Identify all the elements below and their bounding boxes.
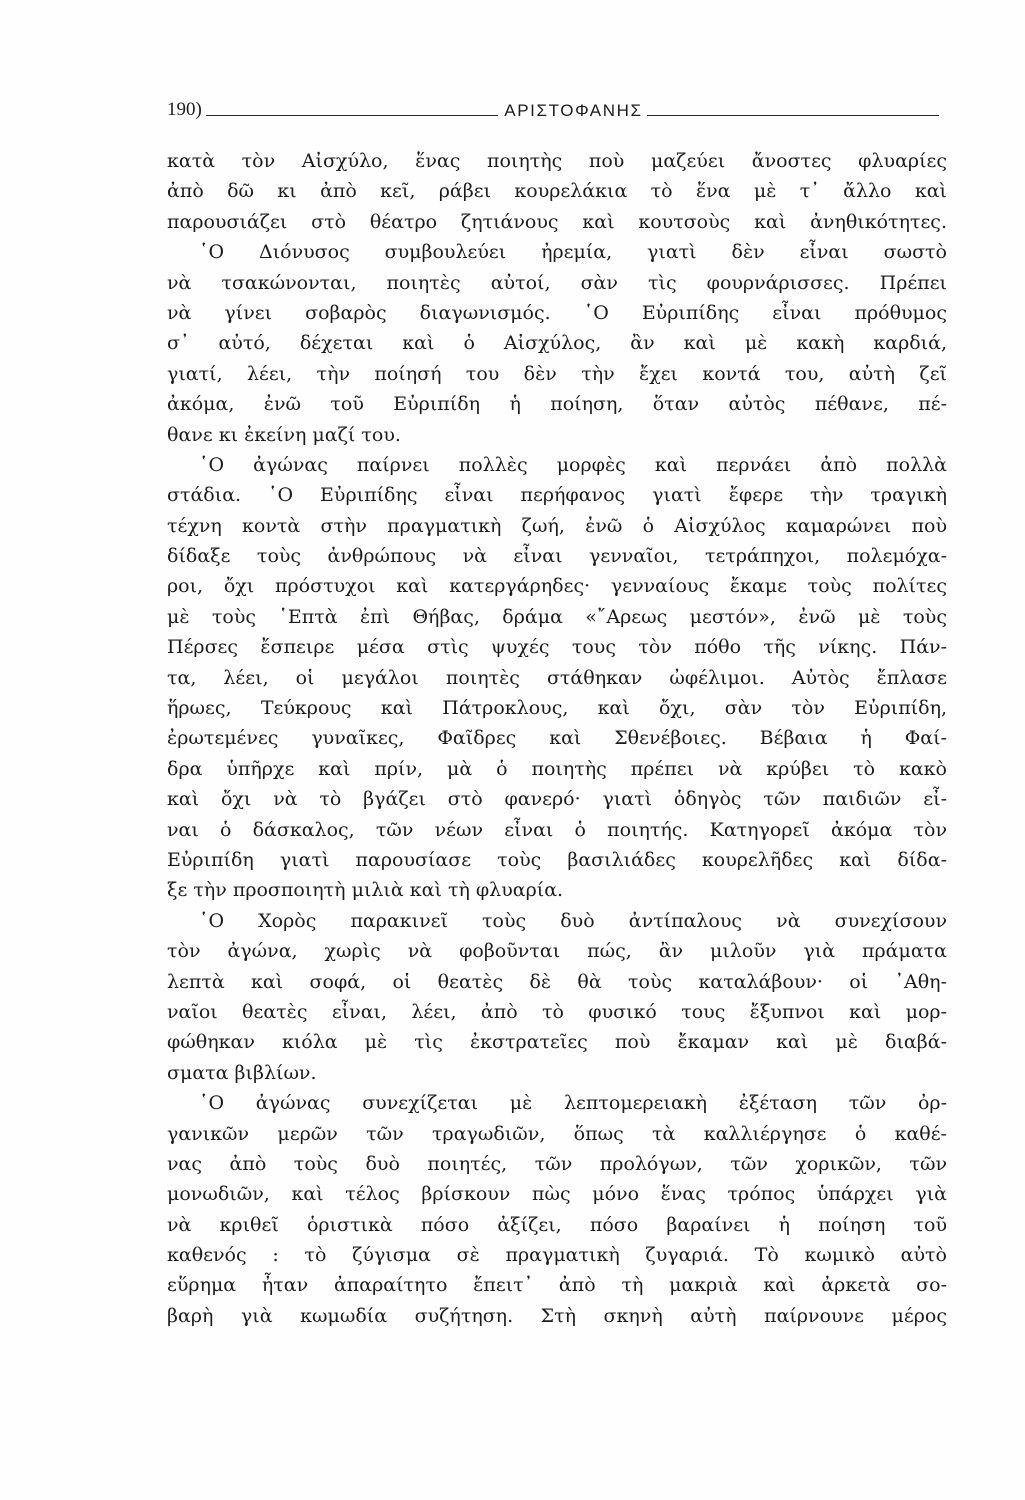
text-line: τέχνη κοντὰ στὴν πραγματικὴ ζωή, ἐνῶ ὁ Αἰσχύλος καμαρώνει ποὺ [167,514,947,537]
text-line: ἐρωτεμένες γυναῖκες, Φαῖδρες καὶ Σθενέβοιες. Βέβαια ἡ Φαί- [167,727,947,750]
text-line: σματα βιβλίων. [167,1061,317,1084]
text-line: Πέρσες ἔσπειρε μέσα στὶς ψυχές τους τὸν πόθο τῆς νίκης. Πάν- [167,636,947,659]
text-line: δίδαξε τοὺς ἀνθρώπους νὰ εἶναι γενναῖοι, τετράπηχοι, πολεμόχα- [167,545,947,568]
text-line: ροι, ὄχι πρόστυχοι καὶ κατεργάρηδες· γενναίους ἔκαμε τοὺς πολίτες [167,575,947,598]
text-line: θανε κι ἐκείνη μαζί του. [167,423,401,446]
text-line: μονωδιῶν, καὶ τέλος βρίσκουν πὼς μόνο ἕνας τρόπος ὑπάρχει γιὰ [167,1183,947,1206]
text-line: μὲ τοὺς ῾Επτὰ ἐπὶ Θήβας, δράμα «῎Αρεως μεστόν», ἐνῶ μὲ τοὺς [167,605,947,628]
text-line: καθενός : τὸ ζύγισμα σὲ πραγματικὴ ζυγαριά. Τὸ κωμικὸ αὐτὸ [167,1244,947,1267]
page-number: 190) [167,99,202,120]
text-line: γανικῶν μερῶν τῶν τραγωδιῶν, ὅπως τὰ καλλιέργησε ὁ καθέ- [167,1122,947,1145]
text-line: νὰ κριθεῖ ὁριστικὰ πόσο ἀξίζει, πόσο βαραίνει ἡ ποίηση τοῦ [167,1213,947,1236]
text-line: σ᾿ αὐτό, δέχεται καὶ ὁ Αἰσχύλος, ἂν καὶ μὲ κακὴ καρδιά, [167,332,947,355]
text-line: Εὐριπίδη γιατὶ παρουσίασε τοὺς βασιλιάδες κουρελῆδες καὶ δίδα- [167,848,947,871]
text-line: δρα ὑπῆρχε καὶ πρίν, μὰ ὁ ποιητὴς πρέπει νὰ κρύβει τὸ κακὸ [167,757,947,780]
text-line: στάδια. ῾Ο Εὐριπίδης εἶναι περήφανος γιατὶ ἔφερε τὴν τραγικὴ [167,484,947,507]
text-line: κατὰ τὸν Αἰσχύλο, ἕνας ποιητὴς ποὺ μαζεύει ἄνοστες φλυαρίες [167,150,947,172]
text-line: νας ἀπὸ τοὺς δυὸ ποιητές, τῶν προλόγων, τῶν χορικῶν, τῶν [167,1152,947,1175]
text-line: ῾Ο ἀγώνας συνεχίζεται μὲ λεπτομερειακὴ ἐξέταση τῶν ὀρ- [199,1092,947,1115]
body-text [167,146,947,1331]
text-line: ναι ὁ δάσκαλος, τῶν νέων εἶναι ὁ ποιητής. Κατηγορεῖ ἀκόμα τὸν [167,818,947,841]
text-line: ἀπὸ δῶ κι ἀπὸ κεῖ, ράβει κουρελάκια τὸ ἕνα μὲ τ᾿ ἄλλο καὶ [167,180,947,203]
text-line: βαρὴ γιὰ κωμωδία συζήτηση. Στὴ σκηνὴ αὐτὴ παίρνουνε μέρος [167,1304,947,1327]
text-line: εὕρημα ἦταν ἀπαραίτητο ἔπειτ᾿ ἀπὸ τὴ μακριὰ καὶ ἀρκετὰ σο- [167,1274,947,1297]
text-line: ἥρωες, Τεύκρους καὶ Πάτροκλους, καὶ ὄχι, σὰν τὸν Εὐριπίδη, [167,697,947,720]
text-line: παρουσιάζει στὸ θέατρο ζητιάνους καὶ κουτσοὺς καὶ ἀνηθικότητες. [167,210,947,233]
text-line: ναῖοι θεατὲς εἶναι, λέει, ἀπὸ τὸ φυσικό τους ἔξυπνοι καὶ μορ- [167,1000,947,1023]
text-line: τα, λέει, οἱ μεγάλοι ποιητὲς στάθηκαν ὠφέλιμοι. Αὐτὸς ἔπλασε [167,666,947,689]
text-line: ἀκόμα, ἐνῶ τοῦ Εὐριπίδη ἡ ποίηση, ὅταν αὐτὸς πέθανε, πέ- [167,393,947,416]
text-line: γιατί, λέει, τὴν ποίησή του δὲν τὴν ἔχει κοντά του, αὐτὴ ζεῖ [167,362,947,385]
text-line: ξε τὴν προσποιητὴ μιλιὰ καὶ τὴ φλυαρία. [167,879,564,902]
text-line: φώθηκαν κιόλα μὲ τὶς ἐκστρατεῖες ποὺ ἔκαμαν καὶ μὲ διαβά- [167,1031,947,1054]
header-rule-right [647,115,939,116]
text-line: λεπτὰ καὶ σοφά, οἱ θεατὲς δὲ θὰ τοὺς καταλάβουν· οἱ ᾿Αθη- [167,970,947,993]
text-line: καὶ ὄχι νὰ τὸ βγάζει στὸ φανερό· γιατὶ ὁδηγὸς τῶν παιδιῶν εἶ- [167,788,947,811]
text-line: νὰ τσακώνονται, ποιητὲς αὐτοί, σὰν τὶς φουρνάρισσες. Πρέπει [167,271,947,294]
page-header [167,95,945,121]
text-line: ῾Ο ἀγώνας παίρνει πολλὲς μορφὲς καὶ περνάει ἀπὸ πολλὰ [199,453,947,476]
header-rule-left [206,115,498,116]
text-line: ῾Ο Διόνυσος συμβουλεύει ἠρεμία, γιατὶ δὲν εἶναι σωστὸ [199,241,947,264]
text-line: τὸν ἀγώνα, χωρὶς νὰ φοβοῦνται πώς, ἂν μιλοῦν γιὰ πράματα [167,940,947,963]
text-line: νὰ γίνει σοβαρὸς διαγωνισμός. ῾Ο Εὐριπίδης εἶναι πρόθυμος [167,301,947,324]
running-title: ΑΡΙΣΤΟΦΑΝΗΣ [504,101,643,120]
text-line: ῾Ο Χορὸς παρακινεῖ τοὺς δυὸ ἀντίπαλους νὰ συνεχίσουν [199,909,947,932]
